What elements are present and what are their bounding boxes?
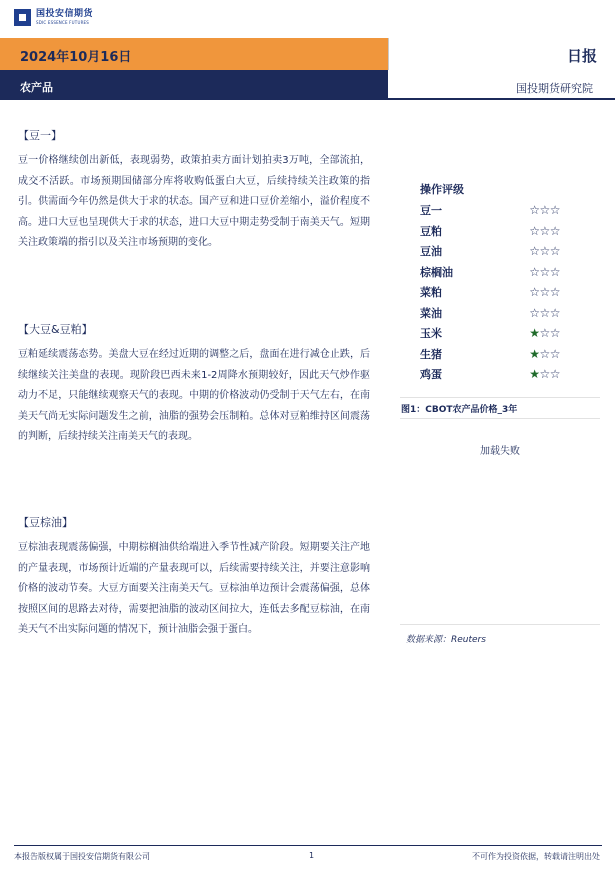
- rating-item-name: 菜油: [420, 306, 442, 320]
- rating-title: 操作评级: [420, 183, 464, 196]
- star-empty-icon: ☆: [539, 285, 550, 300]
- star-filled-icon: ★: [529, 346, 540, 361]
- rating-list: [420, 200, 560, 385]
- star-empty-icon: ☆: [539, 264, 550, 279]
- star-rating: [529, 306, 560, 320]
- footer-rule: [14, 845, 602, 846]
- star-empty-icon: ☆: [539, 346, 550, 361]
- star-empty-icon: ☆: [549, 203, 560, 218]
- rating-row: [420, 303, 560, 324]
- star-empty-icon: ☆: [529, 223, 540, 238]
- star-rating: [529, 224, 560, 238]
- section-title: 【大豆&豆粕】: [18, 323, 93, 336]
- star-empty-icon: ☆: [539, 326, 550, 341]
- report-type: 日报: [566, 47, 597, 65]
- star-empty-icon: ☆: [529, 244, 540, 259]
- star-empty-icon: ☆: [549, 346, 560, 361]
- star-empty-icon: ☆: [529, 305, 540, 320]
- figure-title-rule: [400, 418, 600, 419]
- category-banner: [0, 70, 388, 100]
- section-soybean-meal: [18, 321, 370, 448]
- star-rating: [529, 244, 560, 258]
- rating-item-name: 棕榈油: [420, 265, 453, 279]
- star-empty-icon: ☆: [549, 305, 560, 320]
- star-empty-icon: ☆: [539, 223, 550, 238]
- rating-item-name: 豆油: [420, 245, 442, 259]
- star-empty-icon: ☆: [549, 244, 560, 259]
- rating-row: [420, 282, 560, 303]
- figure-source: 数据来源：Reuters: [406, 635, 486, 645]
- rating-item-name: 玉米: [420, 327, 442, 341]
- star-empty-icon: ☆: [539, 203, 550, 218]
- section-title: 【豆一】: [18, 129, 62, 142]
- page-number: 1: [309, 851, 315, 860]
- logo-icon: [14, 9, 31, 26]
- star-filled-icon: ★: [529, 367, 540, 382]
- star-rating: [529, 285, 560, 299]
- figure-bottom-rule: [400, 624, 600, 625]
- rating-row: [420, 364, 560, 385]
- star-empty-icon: ☆: [539, 305, 550, 320]
- logo-name-cn: 国投安信期货: [36, 9, 94, 19]
- figure-load-failed: 加载失败: [480, 446, 520, 457]
- star-empty-icon: ☆: [539, 367, 550, 382]
- star-empty-icon: ☆: [529, 203, 540, 218]
- rating-row: [420, 344, 560, 365]
- star-rating: [529, 347, 560, 361]
- section-body: 豆一价格继续创出新低，表现弱势，政策拍卖方面计划拍卖3万吨，全部流拍，成交不活跃。市场预期国储部分库将收购低蛋白大豆，后续持续关注政策的指引。供需面今年仍然是供大于求的状态。国产豆和进口豆价差缩小，溢价程度不高。进口大豆也呈现供大于求的状态，进口大豆中期走势受制于南美天气。短期关注政策端的指引以及关注市场预期的变化。: [18, 155, 370, 249]
- star-empty-icon: ☆: [549, 326, 560, 341]
- section-soybean-one: [18, 127, 370, 254]
- rating-row: [420, 221, 560, 242]
- star-empty-icon: ☆: [539, 244, 550, 259]
- footer-disclaimer: 不可作为投资依据，转载请注明出处: [472, 852, 600, 861]
- report-category: 农产品: [20, 81, 53, 94]
- figure-top-rule: [400, 397, 600, 398]
- footer-copyright: 本报告版权属于国投安信期货有限公司: [14, 852, 150, 861]
- star-rating: [529, 203, 560, 217]
- star-rating: [529, 367, 560, 381]
- institute-name: 国投期货研究院: [516, 82, 593, 95]
- section-title: 【豆棕油】: [18, 516, 73, 529]
- rating-row: [420, 200, 560, 221]
- section-body: 豆粕延续震荡态势。美盘大豆在经过近期的调整之后，盘面在进行减仓止跌，后续继续关注美盘的表现。现阶段巴西未来1-2周降水预期较好，因此天气炒作驱动力不足，只能继续观察天气的表现。中期的价格波动仍受制于天气左右，在南美天气尚无实际问题发生之前，油脂的强势会压制粕。总体对豆粕维持区间震荡的判断，后续持续关注南美天气的表现。: [18, 349, 370, 443]
- figure-title: 图1：CBOT农产品价格_3年: [401, 405, 518, 415]
- section-body: 豆棕油表现震荡偏强，中期棕榈油供给端进入季节性减产阶段。短期要关注产地的产量表现，市场预计近端的产量表现可以，后续需要持续关注，并要注意影响价格的波动节奏。大豆方面要关注南美天气。豆棕油单边预计会震荡偏强，总体按照区间的思路去对待，需要把油脂的波动区间拉大，连低去多配豆棕油，在南美天气不出实际问题的情况下，预计油脂会强于蛋白。: [18, 542, 370, 636]
- rating-row: [420, 262, 560, 283]
- rating-row: [420, 241, 560, 262]
- rating-row: [420, 323, 560, 344]
- star-empty-icon: ☆: [549, 223, 560, 238]
- rating-item-name: 生猪: [420, 347, 442, 361]
- star-empty-icon: ☆: [529, 285, 540, 300]
- company-logo: [14, 9, 93, 26]
- star-filled-icon: ★: [529, 326, 540, 341]
- star-rating: [529, 265, 560, 279]
- star-rating: [529, 326, 560, 340]
- report-date: 2024年10月16日: [20, 50, 132, 65]
- section-soy-palm-oil: [18, 514, 370, 641]
- star-empty-icon: ☆: [549, 367, 560, 382]
- rating-item-name: 豆一: [420, 204, 442, 218]
- star-empty-icon: ☆: [549, 264, 560, 279]
- rating-item-name: 菜粕: [420, 286, 442, 300]
- star-empty-icon: ☆: [549, 285, 560, 300]
- logo-name-en: SDIC ESSENCE FUTURES: [36, 20, 90, 25]
- rating-item-name: 豆粕: [420, 224, 442, 238]
- star-empty-icon: ☆: [529, 264, 540, 279]
- rating-item-name: 鸡蛋: [420, 368, 442, 382]
